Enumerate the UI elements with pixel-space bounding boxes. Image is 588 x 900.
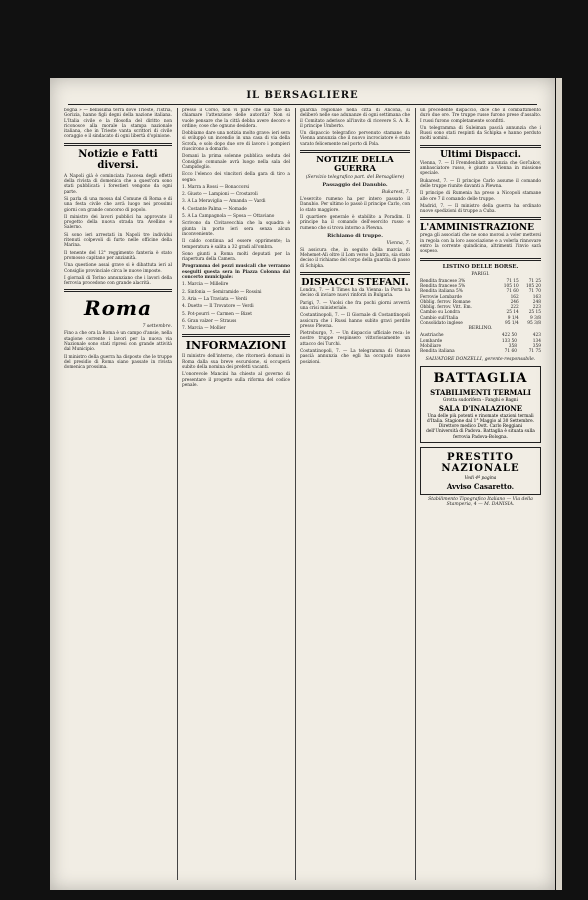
article-paragraph: Il ministro dei lavori pubblici ha approvato il progetto della nuova strada tra Avellino e Salerno.: [64, 214, 172, 231]
article-paragraph: Un dispaccio telegrafico pervenuto stamane da Vienna annunzia che il nuovo incrociatore è stato varato felicemente nel porto di Pola.: [300, 131, 410, 147]
list-item: 4. Costante Palma — Nomade: [182, 206, 247, 212]
bourse-cell-v2: 359: [532, 343, 541, 349]
col1-intro: bogna » — bellissima terra dove Trieste, l'Istria, Gorizia, hanno figli degni della nazione italiana. L'Italia civile e la filosofia del diritto non riconosce alla morale la stampa nazionale italiana, che in Trieste vanta scrittori di civile coraggio e il sindacato di ogni libertà d'opinione.: [64, 108, 172, 140]
bourse-cell-v2: 71 75: [528, 349, 541, 355]
bourse-cell-v2: 25 15: [528, 310, 541, 316]
article-paragraph: Scrivono da Civitavecchia che la squadra è giunta in porto ieri sera senza alcun inconveniente.: [182, 221, 290, 237]
printer-footer: Stabilimento Tipografico Italiano — Via della Stamperia, 4 — M. DANISIA.: [428, 496, 533, 507]
article-paragraph: Il ministro della guerra ha disposto che le truppe del presidio di Roma siano passate in rivista domenica prossima.: [64, 354, 172, 371]
bourse-cell-v1: 162: [510, 294, 519, 300]
bourse-city: BERLINO.: [468, 326, 493, 332]
dispatch: Londra, 7. — Il Times ha da Vienna: la Porta ha deciso di inviare nuovi rinforzi in Bulgaria.: [300, 288, 410, 299]
program-item: 7. Marcia — Mollier: [182, 326, 226, 332]
bourse-city: PARIGI.: [471, 271, 490, 277]
divider: [300, 150, 410, 153]
war-dateline: Bukarest, 7.: [381, 190, 410, 196]
ad-subtitle: Avviso Casaretto.: [446, 481, 515, 491]
bourse-cell-name: Cambio su Londra: [420, 310, 460, 316]
article-paragraph: Un telegramma di Suleiman pascià annunzia che i Russi sono stati respinti da Schipka e hanno perduto molti uomini.: [420, 125, 541, 142]
bourse-row: [420, 349, 541, 354]
bourse-cell-v1: 71 15: [506, 278, 519, 284]
article-paragraph: un precedente dispaccio, dice che il combattimento durò due ore. Tre truppe russe furono prese d'assalto. I russi furono completamente sconfitti.: [420, 108, 541, 124]
bourse-cell-name: Rendita francese 5%: [420, 283, 466, 289]
ad-line: Vedi 4ª pagina: [464, 475, 497, 481]
war-title: Passaggio del Danubio.: [322, 182, 388, 189]
article-paragraph: Il quartiere generale è stabilito a Poradim. Il principe ha il comando dell'esercito russo e rumeno che si trova intorno a Plewna.: [300, 214, 410, 231]
bourse-cell-name: Mobiliare: [420, 343, 442, 349]
bourse-cell-name: Obblig. ferrov. Vitt. Em.: [420, 305, 472, 311]
column-2: [182, 108, 290, 880]
bourse-table-paris: [420, 279, 541, 327]
article-paragraph: Si parla di una mossa dal Comune di Roma e di una festa civile che avrà luogo nei prossimi giorni con grande concorso di popolo.: [64, 196, 172, 213]
article-paragraph: Il caldo continua ad essere opprimente; la temperatura è salita a 32 gradi all'ombra.: [182, 239, 290, 250]
ad-line: Grotta sudorifera - Fanghi e Bagni: [443, 397, 518, 403]
bourse-cell-v1: 71 60: [506, 289, 519, 295]
program-item: 2. Sinfonia — Semiramide — Rossini: [182, 289, 262, 295]
recall-title: Richiamo di truppe.: [327, 232, 383, 239]
divider: [420, 145, 541, 148]
bourse-cell-v2: 423: [532, 333, 541, 339]
bourse-cell-name: Rendita francese 3%: [420, 278, 466, 284]
bourse-cell-name: Rendita italiana: [420, 349, 455, 355]
program-title: Programma dei pezzi musicali che verranno eseguiti questa sera in Piazza Colonna dal concerto municipale:: [182, 264, 290, 281]
article-paragraph: Ecco l'elenco dei vincitori della gara di tiro a segno:: [182, 172, 290, 183]
bourse-cell-v2: 134: [532, 338, 541, 344]
article-paragraph: Il ministro dell'interno, che ritornerà domani in Roma dalla sua breve escursione, si occuperà subito della nomina dei prefetti vacanti.: [182, 354, 290, 370]
bourse-cell-name: Austriache: [420, 333, 444, 339]
prestito-advertisement: [420, 447, 541, 495]
battaglia-advertisement: [420, 366, 541, 443]
bourse-cell-name: Lombarde: [420, 338, 443, 344]
article-paragraph: I giornali di Torino annunziano che i lavori della ferrovia procedono con grande alacrità.: [64, 275, 172, 287]
list-item: 2. Giusto — Lampioni — Crostaroli: [182, 192, 258, 198]
article-paragraph: Domani la prima solenne pubblica seduta del Consiglio comunale avrà luogo nella sala del Campidoglio.: [182, 154, 290, 170]
bourse-cell-name: Cambio sull'Italia: [420, 315, 459, 321]
list-item: 1. Marra a Rossi — Bonaccorsi: [182, 184, 250, 190]
recall-dateline: Vienna, 7.: [386, 240, 410, 246]
article-paragraph: Una questione assai grave si è dibattuta ieri al Consiglio provinciale circa le nuove imposte.: [64, 263, 172, 274]
program-item: 6. Gran valzer — Strauss: [182, 318, 237, 324]
article-paragraph: Fino a che ora la Roma è un campo d'ansie, nella stagione corrente i lavori per la nuova via Nazionale sono stati ripresi con grande attività dal Municipio.: [64, 331, 172, 353]
divider: [420, 217, 541, 220]
dispatch: Bukarest, 7. — Il principe Carlo assume il comando delle truppe riunite davanti a Plewna.: [420, 178, 541, 189]
bourse-cell-v2: 105 20: [525, 283, 541, 289]
dispatch: Costantinopoli, 7. — Il Giornale di Costantinopoli assicura che i Russi hanno subìto gravi perdite presso Plewna.: [300, 313, 410, 329]
dispatch: Costantinopoli, 7. — La telegramma di Osman pascià annunzia che egli ha occupato nuove posizioni.: [300, 349, 410, 365]
bourse-cell-v1: 133 50: [501, 338, 517, 344]
bourse-cell-v2: 9 3/8: [529, 315, 541, 321]
bourse-cell-v2: 248: [532, 299, 541, 305]
bourse-cell-v1: 71 60: [504, 349, 517, 355]
article-paragraph: Dobbiamo dare una notizia molto grave: ieri sera si sviluppò un incendio in una casa di via della Scrofa, e solo dopo due ore di lavoro i pompieri riuscirono a domarlo.: [182, 131, 290, 153]
bourse-heading: LISTINO DELLE BORSE.: [442, 263, 519, 270]
dispatch: Parigi, 7. — Vuolsi che fra pochi giorni avverrà una crisi ministeriale.: [300, 300, 410, 311]
article-paragraph: L'esercito rumeno ha per intero passato il Danubio. Per ultimo lo passò il principe Carlo, con lo stato maggiore.: [300, 197, 410, 213]
bourse-cell-v2: 71 25: [528, 278, 541, 284]
bourse-cell-name: Obblig. ferrov. Romane: [420, 299, 471, 305]
program-item: 1. Marcia — Millelire: [182, 282, 229, 288]
war-news-subheading: (Servizio telegrafico part. del Bersagliere): [305, 175, 405, 181]
editor-line: SALVATORE DONZELLI, gerente-responsabile.: [425, 356, 536, 362]
roma-heading: Roma: [83, 296, 153, 321]
article-paragraph: A Napoli già è cominciata l'ascesa degli effetti della rivista di domenica che a quest'ora sono stati pubblicati: i forestieri vengono da ogni parte.: [64, 173, 172, 195]
dispatch: Madrid, 7. — Il ministro della guerra ha ordinato nuove spedizioni di truppe a Cuba.: [420, 203, 541, 215]
bourse-table-berlin: [420, 333, 541, 354]
column-4: [420, 108, 541, 880]
admin-heading: L'AMMINISTRAZIONE: [420, 223, 535, 234]
dispatch: Il principe di Rumenia ha preso a Nicopoli stamane alle ore 7 il comando delle truppe.: [420, 191, 541, 202]
divider: [182, 334, 290, 337]
bourse-cell-v2: 223: [532, 305, 541, 311]
bourse-cell-name: Consolidato inglese: [420, 321, 463, 327]
bourse-cell-name: Rendita italiana 5%: [420, 289, 463, 295]
roma-dateline: 7 settembre.: [142, 324, 172, 330]
column-rule: [295, 108, 296, 880]
column-1: [64, 108, 172, 880]
divider: [420, 258, 541, 261]
article-paragraph: Si sono ieri arrestati in Napoli tre individui ritenuti colpevoli di furto nelle officine della Marina.: [64, 232, 172, 249]
newspaper-page: [50, 78, 555, 890]
program-item: 5. Pot-pourri — Carmen — Bizet: [182, 311, 252, 317]
bourse-cell-v1: 9 1/4: [507, 315, 519, 321]
bourse-cell-v1: 95 1/4: [505, 321, 519, 327]
list-item: 5. A La Campagnola — Sposa — Ottaviano: [182, 214, 275, 220]
ad-title: BATTAGLIA: [433, 370, 528, 386]
column-rule: [177, 108, 178, 880]
list-item: 3. A La Meraviglia — Amanda — Vardi: [182, 199, 266, 205]
stefani-heading: DISPACCI STEFANI.: [301, 277, 409, 289]
bourse-cell-name: Ferrovie Lombarde: [420, 294, 462, 300]
article-paragraph: Il tenente del 12° reggimento fanteria è stato promosso capitano per anzianità.: [64, 250, 172, 261]
ad-body: Una delle più potenti e rinomate stazioni termali d'Italia. Stagione dal 1° Maggio al 30 Settembre. Direttore medico Dott. Carlo Reggiani dell'Università di Padova. Battaglia è situata sulla ferrovia Padova-Bologna.: [426, 413, 535, 440]
program-item: 3. Aria — La Traviata — Verdi: [182, 296, 247, 302]
article-paragraph: guardia regionale nella città di Ancona, si deliberò nelle sue adunanze di ogni settimana che il Comitato aderisce all'invito di ricevere S. A. R. il principe Umberto.: [300, 108, 410, 129]
article-paragraph: Sono giunti a Roma molti deputati per la riapertura della Camera.: [182, 251, 290, 263]
bourse-cell-v1: 246: [510, 299, 519, 305]
bourse-cell-v1: 422 50: [501, 333, 517, 339]
dispatch: Vienna, 7. — Il Fremdenblatt annunzia che Gorčakov, ambasciatore russo, è giunto a Vienna in missione speciale.: [420, 160, 541, 177]
divider: [64, 289, 172, 292]
ad-title: PRESTITO NAZIONALE: [441, 451, 520, 474]
divider: [300, 272, 410, 275]
bourse-cell-v1: 358: [508, 343, 517, 349]
ad-subtitle: STABILIMENTI TERMALI: [430, 387, 531, 397]
column-rule: [415, 108, 416, 880]
article-paragraph: Si assicura che, in seguito della marcia di Mehemet-Alì oltre il Lom verso la Jantra, sia stato deciso il richiamo del corpo della guardia di passo di Schipka.: [300, 247, 410, 269]
masthead: IL BERSAGLIERE: [68, 90, 537, 105]
article-paragraph: presso il Corso, non vi pare che sia tale da chiamare l'attenzione delle autorità? Non si vuole pensare che la città debba avere decoro e ordine; cose che ognuno desidera.: [182, 108, 290, 129]
informazioni-heading: INFORMAZIONI: [185, 339, 287, 353]
ad-subtitle: SALA D'INALAZIONE: [438, 403, 523, 413]
divider: [64, 143, 172, 146]
bourse-cell-v1: 105 10: [503, 283, 519, 289]
bourse-cell-v2: 163: [532, 294, 541, 300]
page-edge: [556, 78, 562, 890]
war-news-heading: NOTIZIE DELLA GUERRA: [316, 155, 394, 175]
notizie-heading: Notizie e Fatti diversi.: [78, 148, 158, 171]
bourse-cell-v1: 25 14: [506, 310, 519, 316]
column-3: [300, 108, 410, 880]
last-dispatches-heading: Ultimi Dispacci.: [440, 149, 521, 160]
bourse-cell-v2: 95 3/8: [527, 321, 541, 327]
admin-notice: prega gli associati che ne sono morosi a voler mettersi in regola con la loro associazione e a volerla rinnovare entro la corrente quindicina, altrimenti l'invio sarà sospeso.: [420, 233, 541, 255]
article-paragraph: L'onorevole Mancini ha chiesto al governo di presentare il progetto sulla riforma del codice penale.: [182, 372, 290, 388]
bourse-cell-v1: 222: [510, 305, 519, 311]
dispatch: Pietroburgo, 7. — Un dispaccio ufficiale reca: le nostre truppe respinsero vittoriosamente un attacco dei Turchi.: [300, 331, 410, 347]
program-item: 4. Duetto — Il Trovatore — Verdi: [182, 304, 254, 310]
bourse-cell-v2: 71 70: [528, 289, 541, 295]
